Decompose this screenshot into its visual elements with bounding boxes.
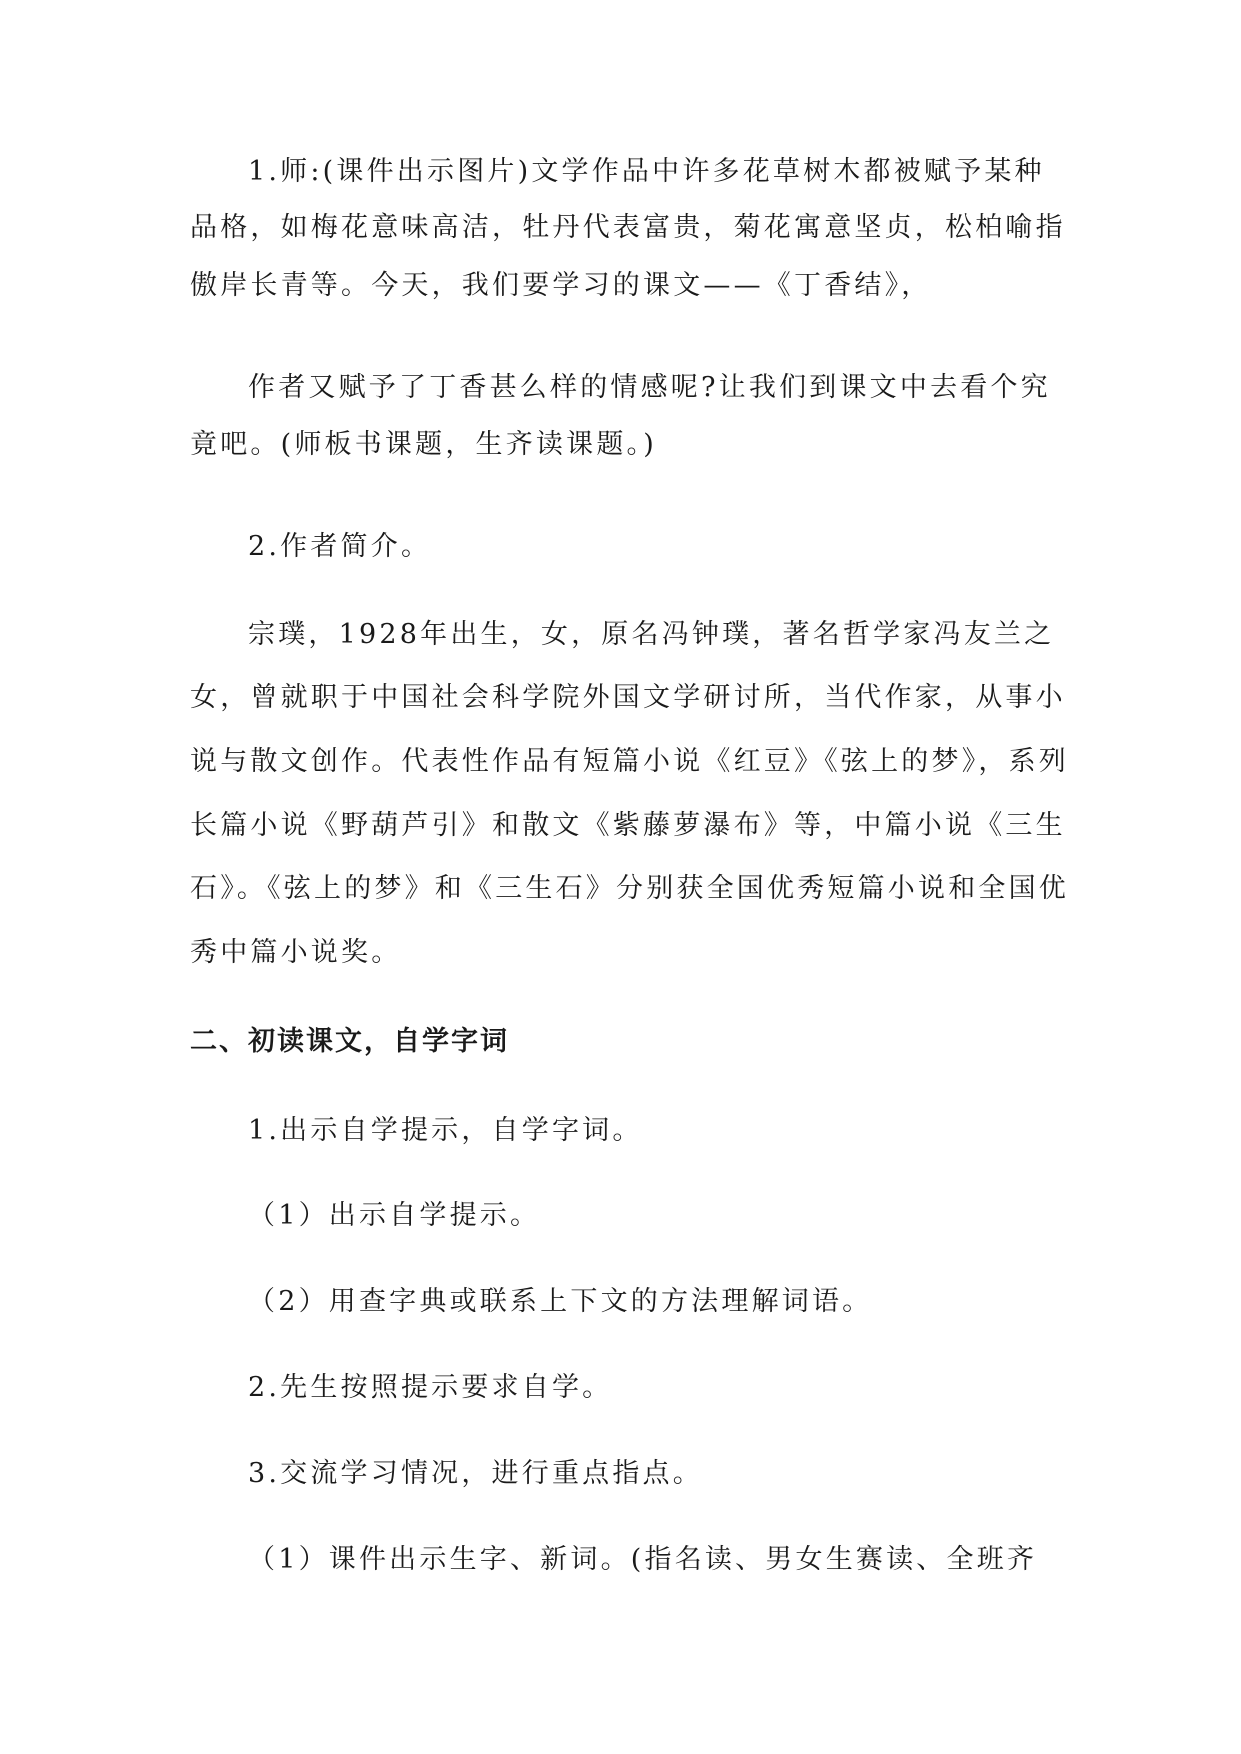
paragraph-line: 2.作者简介。 (248, 531, 432, 562)
paragraph-line: 2.先生按照提示要求自学。 (248, 1372, 613, 1403)
paragraph-line: 1.出示自学提示，自学字词。 (248, 1115, 643, 1146)
paragraph-line: （2）用查字典或联系上下文的方法理解词语。 (248, 1286, 873, 1317)
paragraph-line: 说与散文创作。代表性作品有短篇小说《红豆》《弦上的梦》，系列 (190, 746, 1069, 777)
paragraph-line: （1）出示自学提示。 (248, 1200, 541, 1231)
paragraph-line: 秀中篇小说奖。 (190, 937, 402, 968)
paragraph-line: （1）课件出示生字、新词。(指名读、男女生赛读、全班齐 (248, 1544, 1038, 1575)
paragraph-line: 3.交流学习情况，进行重点指点。 (248, 1458, 703, 1489)
section-heading: 二、初读课文，自学字词 (190, 1026, 509, 1057)
paragraph-line: 作者又赋予了丁香甚么样的情感呢?让我们到课文中去看个究 (248, 372, 1051, 403)
paragraph-line: 傲岸长青等。今天，我们要学习的课文——《丁香结》， (190, 270, 932, 301)
paragraph-line: 女，曾就职于中国社会科学院外国文学研讨所，当代作家，从事小 (190, 682, 1066, 713)
paragraph-line: 竟吧。(师板书课题，生齐读课题。) (190, 429, 657, 460)
paragraph-line: 品格，如梅花意味高洁，牡丹代表富贵，菊花寓意坚贞，松柏喻指 (190, 212, 1066, 243)
paragraph-line: 宗璞，1928年出生，女，原名冯钟璞，著名哲学家冯友兰之 (248, 619, 1055, 650)
paragraph-line: 石》。《弦上的梦》和《三生石》分别获全国优秀短篇小说和全国优 (190, 873, 1069, 904)
paragraph-line: 长篇小说《野葫芦引》和散文《紫藤萝瀑布》等，中篇小说《三生 (190, 810, 1066, 841)
paragraph-line: 1.师:(课件出示图片)文学作品中许多花草树木都被赋予某种 (248, 156, 1045, 187)
